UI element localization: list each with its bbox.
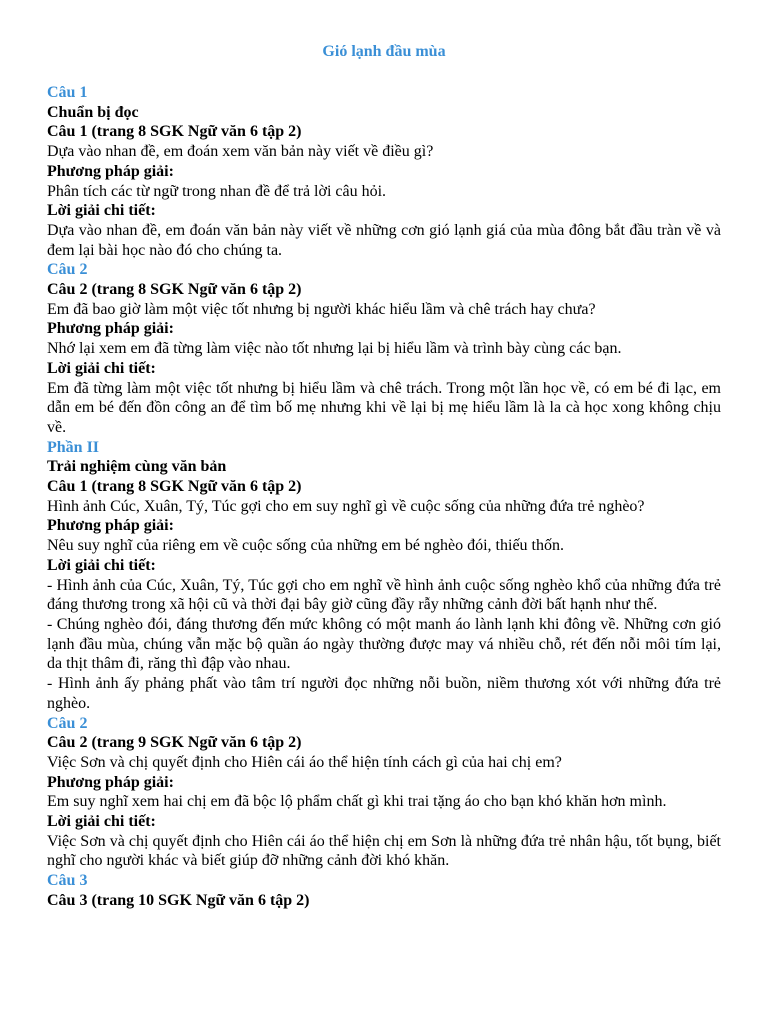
section-label: Câu 3 <box>47 872 88 890</box>
paragraph: Việc Sơn và chị quyết định cho Hiên cái áo thể hiện chị em Sơn là những đứa trẻ nhân hậu, tốt bụng, biết nghĩ cho người khác và biết giúp đỡ những cảnh đời khó khăn. <box>47 832 721 870</box>
paragraph: - Chúng nghèo đói, đáng thương đến mức không có một manh áo lành lạnh khi đông về. Những cơn gió lạnh đầu mùa, chúng vẫn mặc bộ quần áo ngày thường được may vá nhiều chỗ, rét đến nỗi môi tím lại, da thịt thâm đi, răng thì đập vào nhau. <box>47 615 721 673</box>
answer-heading: Lời giải chi tiết: <box>47 813 156 831</box>
paragraph: - Hình ảnh ấy phảng phất vào tâm trí người đọc những nỗi buồn, niềm thương xót với những đứa trẻ nghèo. <box>47 675 721 712</box>
paragraph: Em suy nghĩ xem hai chị em đã bộc lộ phẩm chất gì khi trai tặng áo cho bạn khó khăn hơn mình. <box>47 793 667 811</box>
paragraph: Em đã từng làm một việc tốt nhưng bị hiểu lầm và chê trách. Trong một lần học về, có em bé đi lạc, em dẫn em bé đến đồn công an để tìm bố mẹ nhưng khi về lại bị mẹ hiểu lầm là la cà học xong không chịu về. <box>47 379 721 436</box>
method-heading: Phương pháp giải: <box>47 517 174 535</box>
paragraph: Nêu suy nghĩ của riêng em về cuộc sống của những em bé nghèo đói, thiếu thốn. <box>47 537 564 555</box>
question-heading: Câu 1 (trang 8 SGK Ngữ văn 6 tập 2) <box>47 478 302 496</box>
method-heading: Phương pháp giải: <box>47 162 174 180</box>
answer-heading: Lời giải chi tiết: <box>47 202 156 220</box>
document-title: Gió lạnh đầu mùa <box>322 43 446 60</box>
answer-heading: Lời giải chi tiết: <box>47 359 156 377</box>
question-heading: Câu 2 (trang 9 SGK Ngữ văn 6 tập 2) <box>47 734 302 752</box>
paragraph: Phân tích các từ ngữ trong nhan đề để trả lời câu hỏi. <box>47 182 387 200</box>
paragraph: Dựa vào nhan đề, em đoán xem văn bản này viết về điều gì? <box>47 143 434 161</box>
paragraph: Việc Sơn và chị quyết định cho Hiên cái áo thể hiện tính cách gì của hai chị em? <box>47 753 562 771</box>
paragraph: Hình ảnh Cúc, Xuân, Tý, Túc gợi cho em suy nghĩ gì về cuộc sống của những đứa trẻ nghèo? <box>47 497 645 515</box>
subheading: Trải nghiệm cùng văn bản <box>47 458 227 476</box>
section-label: Câu 2 <box>47 714 88 732</box>
section-label: Phần II <box>47 438 100 456</box>
method-heading: Phương pháp giải: <box>47 773 174 791</box>
method-heading: Phương pháp giải: <box>47 320 174 338</box>
paragraph: Nhớ lại xem em đã từng làm việc nào tốt nhưng lại bị hiểu lầm và trình bày cùng các bạn. <box>47 340 622 358</box>
subheading: Chuẩn bị đọc <box>47 103 139 121</box>
answer-heading: Lời giải chi tiết: <box>47 556 156 574</box>
paragraph: Em đã bao giờ làm một việc tốt nhưng bị người khác hiểu lầm và chê trách hay chưa? <box>47 300 596 318</box>
paragraph: Dựa vào nhan đề, em đoán văn bản này viết về những cơn gió lạnh giá của mùa đông bắt đầu tràn về và đem lại bài học nào đó cho chúng ta. <box>47 221 721 259</box>
paragraph: - Hình ảnh của Cúc, Xuân, Tý, Túc gợi cho em nghĩ về hình ảnh cuộc sống nghèo khổ của những đứa trẻ đáng thương trong xã hội cũ và thời đại bây giờ cũng đầy rẫy những cảnh đời bất hạnh như thế. <box>47 576 721 614</box>
question-heading: Câu 1 (trang 8 SGK Ngữ văn 6 tập 2) <box>47 123 302 141</box>
question-heading: Câu 3 (trang 10 SGK Ngữ văn 6 tập 2) <box>47 891 310 909</box>
section-label: Câu 2 <box>47 261 88 279</box>
question-heading: Câu 2 (trang 8 SGK Ngữ văn 6 tập 2) <box>47 281 302 299</box>
section-label: Câu 1 <box>47 84 88 101</box>
